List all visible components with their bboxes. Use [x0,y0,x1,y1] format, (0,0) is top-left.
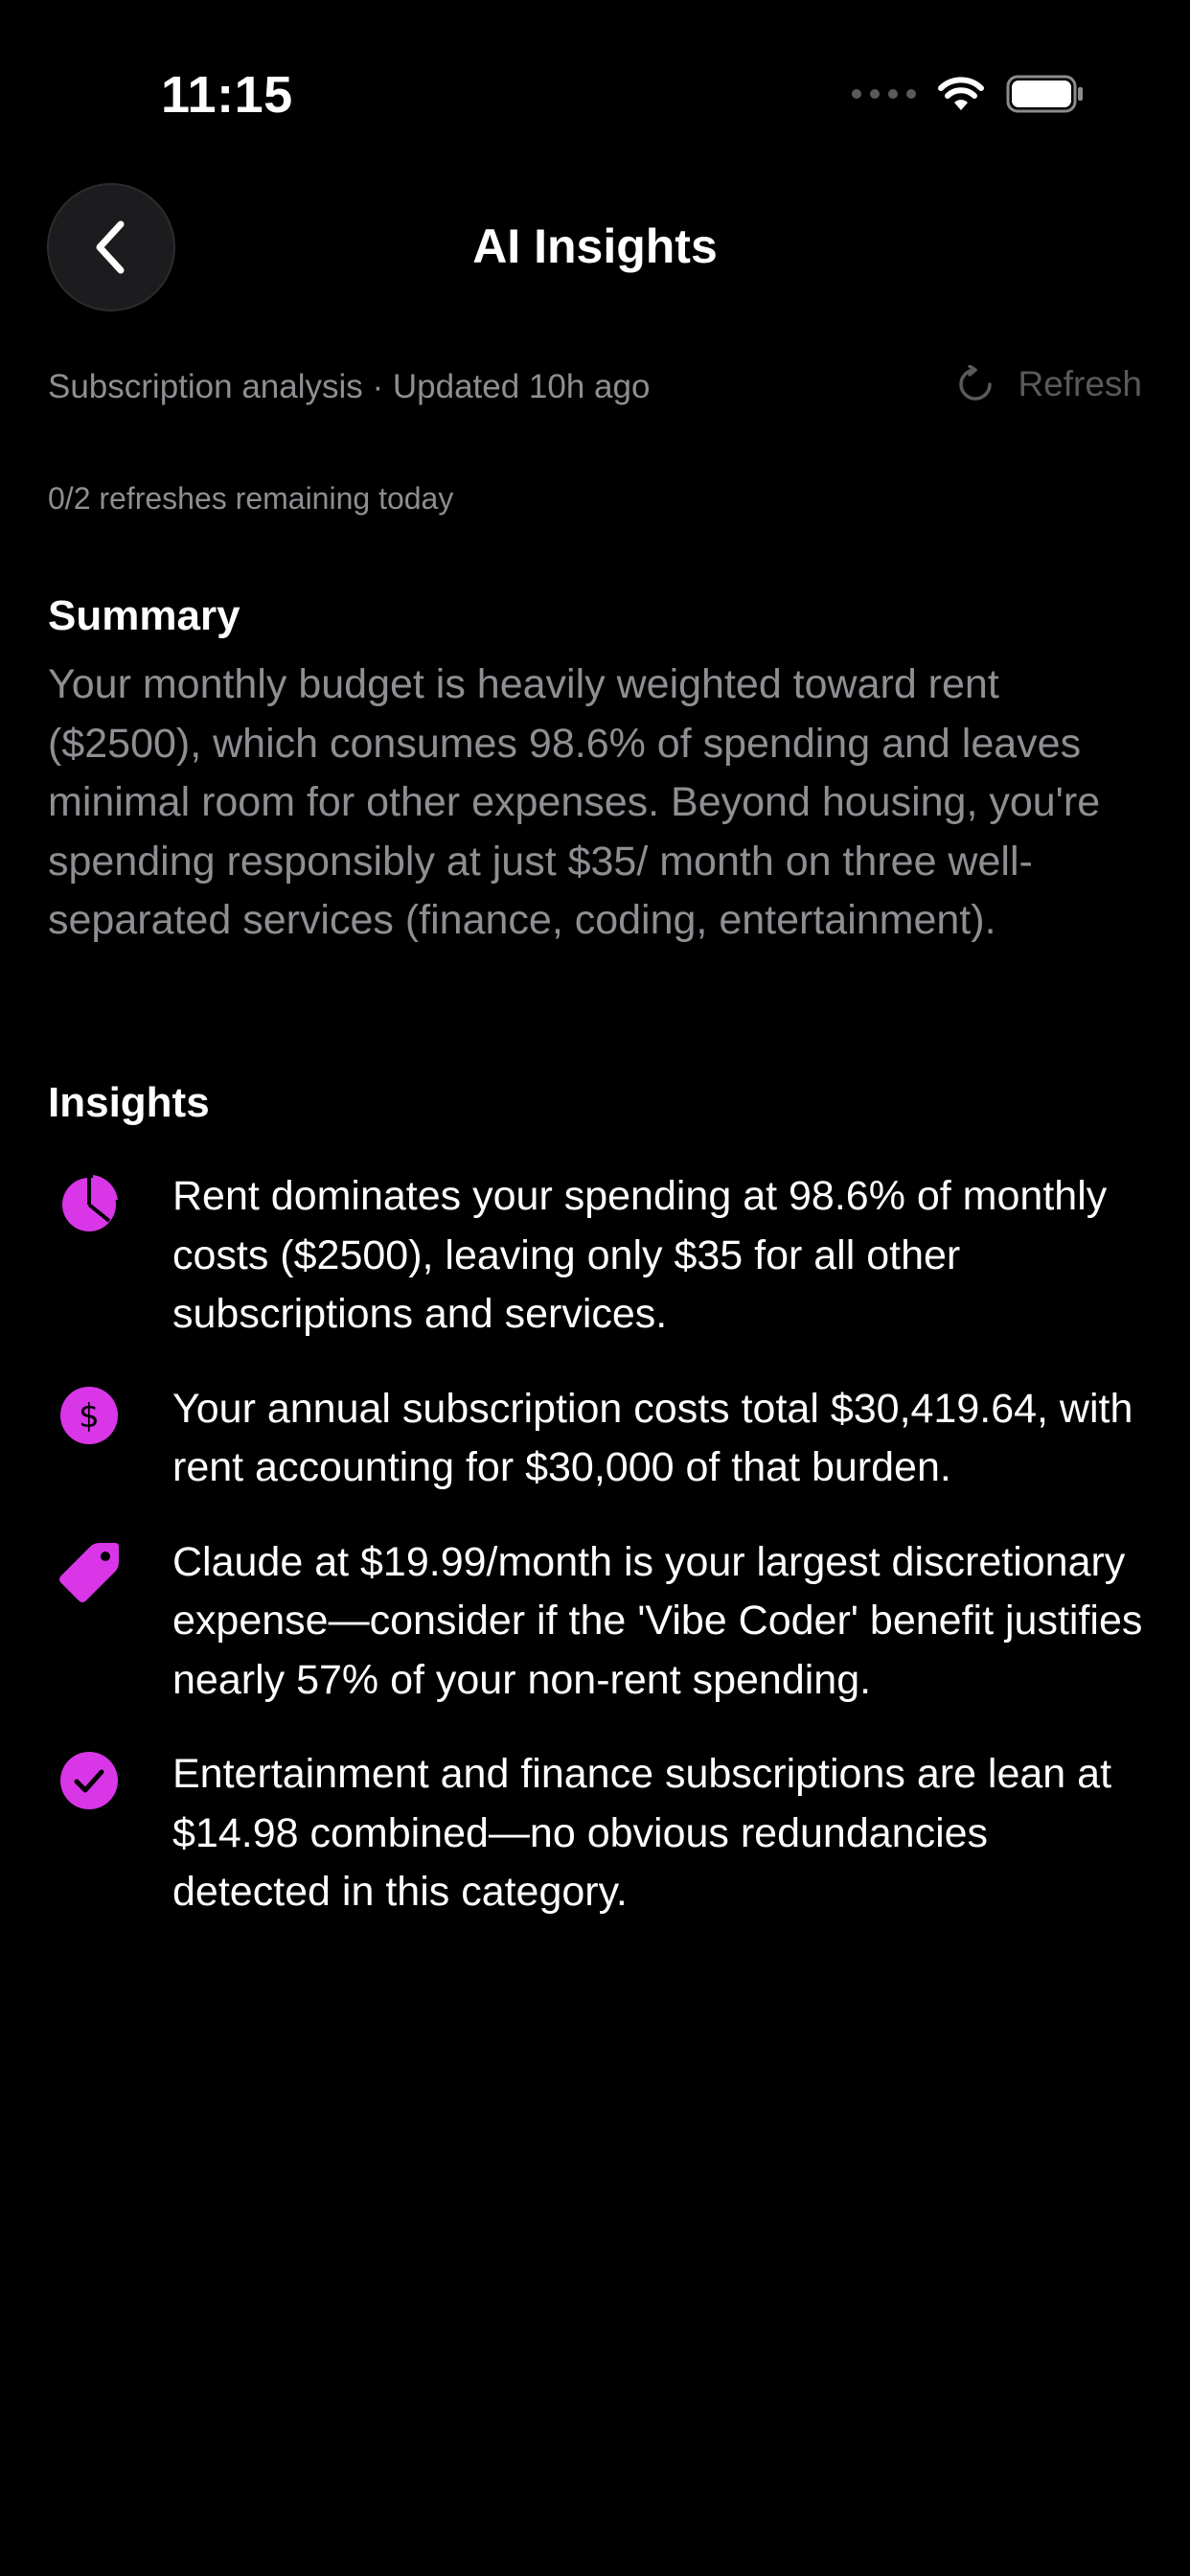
insights-list [48,1167,1150,1958]
insight-item [48,1745,1150,1922]
insight-text: Claude at $19.99/month is your largest discretionary expense—consider if the 'Vibe Coder' benefit justifies nearly 57% of your non-rent spending. [172,1538,1143,1703]
refresh-label: Refresh [1018,364,1142,403]
insight-item [48,1533,1150,1711]
summary-heading: Summary [48,592,240,639]
insight-text: Entertainment and finance subscriptions are lean at $14.98 combined—no obvious redundancies detected in this category. [172,1751,1112,1915]
refresh-icon [956,365,995,403]
insight-item [48,1167,1150,1345]
dollar-circle-icon [59,1386,119,1445]
battery-icon [1006,75,1085,113]
checkmark-circle-icon [59,1751,119,1810]
insight-text: Rent dominates your spending at 98.6% of monthly costs ($2500), leaving only $35 for all other subscriptions and services. [172,1173,1108,1337]
tag-icon [56,1539,123,1606]
svg-text:$: $ [79,1396,100,1436]
page-title: AI Insights [472,219,718,273]
summary-text: Your monthly budget is heavily weighted toward rent ($2500), which consumes 98.6% of spending and leaves minimal room for other expenses. Beyond housing, you're spending responsibly at just $35/ month on three well-separated services (finance, coding, entertainment). [48,661,1101,943]
insight-item [48,1380,1150,1498]
insights-heading: Insights [48,1079,210,1126]
insight-text: Your annual subscription costs total $30,419.64, with rent accounting for $30,000 of that burden. [172,1385,1133,1490]
status-time: 11:15 [161,66,293,124]
status-icons [852,75,1085,113]
status-bar [0,0,1190,144]
refreshes-remaining-label: 0/2 refreshes remaining today [48,481,454,516]
wifi-icon [937,76,985,112]
refresh-button[interactable] [956,364,1142,404]
analysis-status-label: Subscription analysis · Updated 10h ago [48,368,651,405]
pie-chart-icon [59,1173,119,1232]
cellular-signal-icon [852,89,916,99]
